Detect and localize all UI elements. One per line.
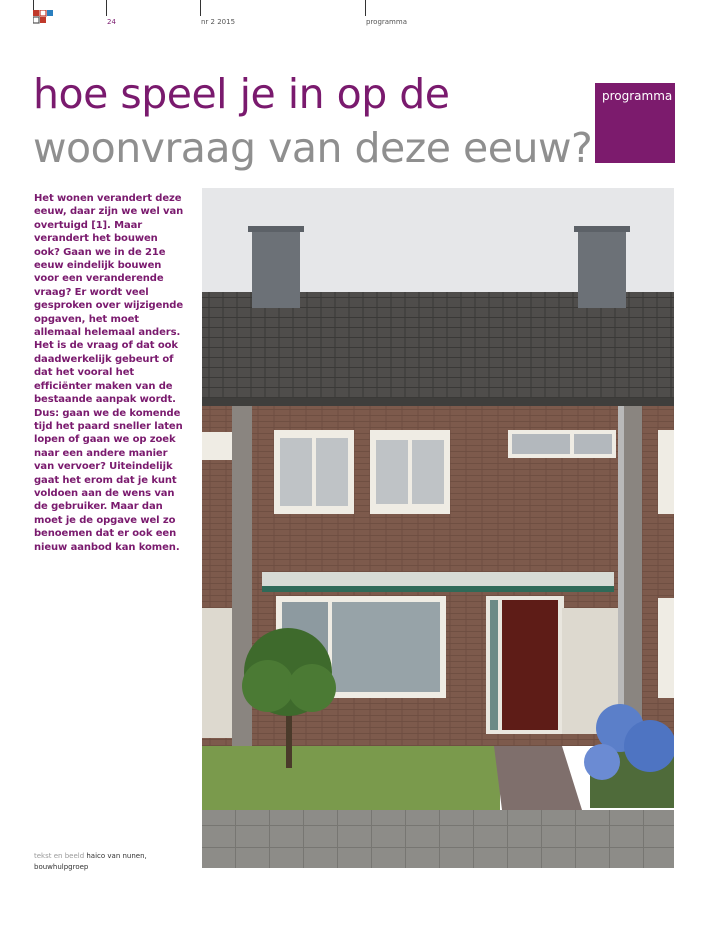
page-number: 24 (107, 18, 116, 26)
header-divider (106, 0, 107, 16)
credit-author: haico van nunen, (86, 852, 147, 860)
section-badge (595, 83, 675, 163)
title-line-2: woonvraag van deze eeuw? (33, 124, 593, 172)
house-photo (202, 188, 674, 868)
credit-organisation: bouwhulpgroep (34, 863, 89, 871)
magazine-logo (33, 10, 55, 24)
issue-label: nr 2 2015 (201, 18, 236, 26)
header-divider (365, 0, 366, 16)
section-badge-label: programma (602, 89, 673, 103)
intro-paragraph: Het wonen verandert deze eeuw, daar zijn we wel van overtuigd [1]. Maar verandert het bouwen ook? Gaan we in de 21e eeuw eindelijk bouwen voor een veranderende vraag? Er wordt veel gesproken over wijzigende opgaven, het moet allemaal helemaal anders. Het is de vraag of dat ook daadwerkelijk gebeurt of dat het vooral het efficiënter maken van de bestaande aanpak wordt. Dus: gaan we de komende tijd het paard sneller laten lopen of gaan we op zoek naar een andere manier van vervoer? Uiteindelijk gaat het erom dat je kunt voldoen aan de wens van de gebruiker. Maar dan moet je de opgave wel zo benoemen dat er ook een nieuw aanbod kan komen. (34, 193, 184, 553)
header-divider (200, 0, 201, 16)
credit-label: tekst en beeld (34, 852, 85, 860)
title-line-1: hoe speel je in op de (33, 70, 450, 118)
section-label: programma (366, 18, 407, 26)
photo-credit (34, 851, 147, 873)
